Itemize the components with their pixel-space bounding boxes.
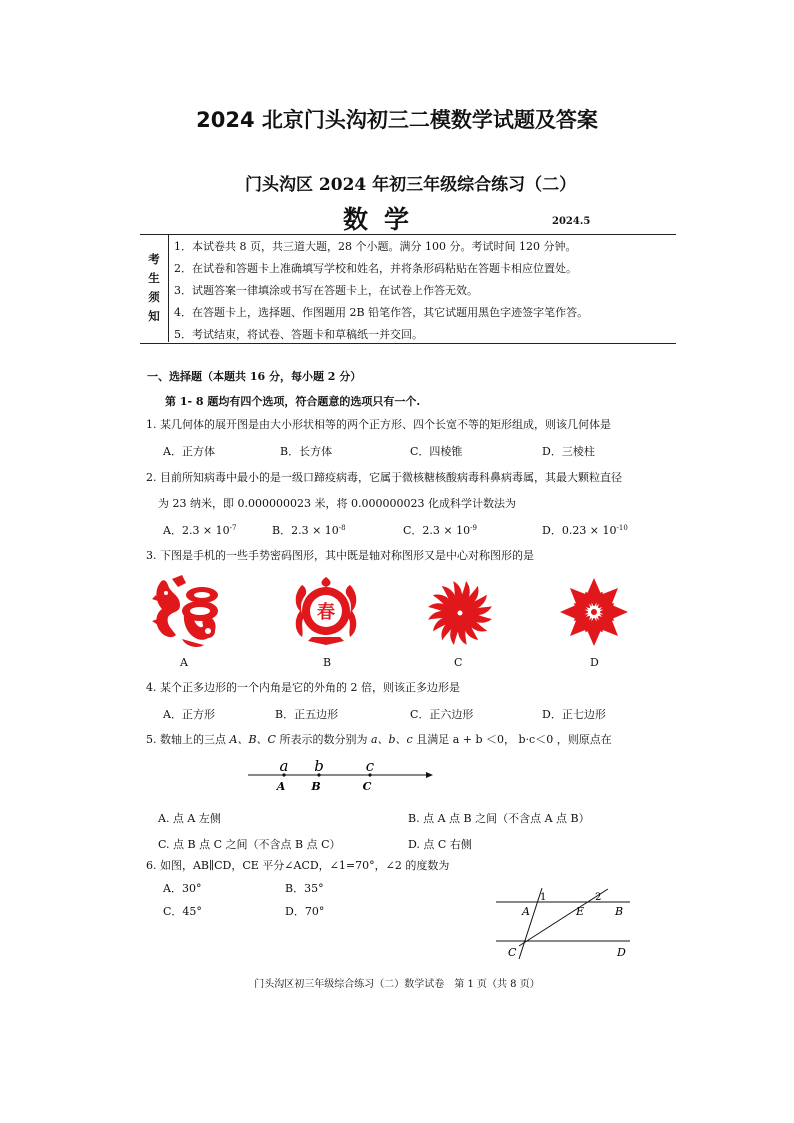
point-b-label: B [311,780,321,793]
notice-label-char: 须 [148,290,160,304]
parallel-lines-figure [490,884,640,964]
q5-option-a: A. 点 A 左侧 [158,812,221,825]
question-6-stem: 6. 如图，AB∥CD，CE 平分∠ACD，∠1=70°，∠2 的度数为 [146,859,450,872]
q3-label-b: B [323,656,332,669]
notice-label-char: 知 [148,309,160,323]
q1-option-b: B．长方体 [280,445,333,458]
line-ac [519,888,542,959]
point-e-label: E [576,905,585,918]
dragon-papercut-icon [152,573,222,651]
q4-option-c: C．正六边形 [410,708,474,721]
q3-label-c: C [454,656,463,669]
point-b-label: B [615,905,624,918]
notice-item-4: 4．在答题卡上，选择题、作图题用 2B 铅笔作答，其它试题用黑色字迹签字笔作答。 [174,306,589,319]
document-title: 2024 北京门头沟初三二模数学试题及答案 [196,108,598,132]
notice-label-char: 生 [148,271,160,285]
q1-option-d: D．三棱柱 [542,445,595,458]
question-1-stem: 1. 某几何体的展开图是由大小形状相等的两个正方形、四个长宽不等的矩形组成，则该几何体是 [146,418,611,431]
notice-label-char: 考 [148,252,160,266]
q4-option-a: A．正方形 [163,708,215,721]
q5-option-b: B. 点 A 点 B 之间（不含点 A 点 B） [408,812,590,825]
page-footer: 门头沟区初三年级综合练习（二）数学试卷 第 1 页（共 8 页） [254,979,540,990]
q6-option-c: C．45° [163,905,202,918]
value-a-label: a [279,757,289,775]
q1-option-a: A．正方体 [163,445,215,458]
swirl-flower-icon [426,579,494,647]
point-d-label: D [617,946,626,959]
question-4-stem: 4. 某个正多边形的一个内角是它的外角的 2 倍，则该正多边形是 [146,681,460,694]
question-5-stem: 5. 数轴上的三点 A、B、C 所表示的数分别为 a、b、c 且满足 a + b ＜0， b·c＜0 ，则原点在 [146,733,612,746]
angle-1-label: 1 [540,892,547,903]
notice-item-1: 1．本试卷共 8 页，共三道大题，28 个小题。满分 100 分。考试时间 120 分钟。 [174,240,577,253]
q5-option-c: C. 点 B 点 C 之间（不含点 B 点 C） [158,838,341,851]
section-instruction: 第 1- 8 题均有四个选项，符合题意的选项只有一个. [165,395,421,408]
exam-subtitle: 门头沟区 2024 年初三年级综合练习（二） [245,175,577,195]
q2-option-b: B．$2.3 \times 10^{-8}$ [272,524,346,537]
q5-option-d: D. 点 C 右侧 [408,838,472,851]
angle-2-label: 2 [595,892,602,903]
section-heading: 一、选择题（本题共 16 分，每小题 2 分） [147,370,362,383]
q4-option-d: D．正七边形 [542,708,606,721]
q6-option-b: B．35° [285,882,324,895]
q4-option-b: B．正五边形 [275,708,339,721]
q2-option-d: D．$0.23 \times 10^{-10}$ [542,524,628,537]
point-c-label: C [362,780,372,793]
q3-label-a: A [180,656,188,669]
number-line-figure [240,755,440,795]
spring-character: 春 [317,602,335,623]
notice-box [140,234,676,343]
q6-option-a: A．30° [163,882,202,895]
point-c-label: C [508,946,517,959]
subject-title: 数学 [343,205,426,234]
question-2-stem-line1: 2. 目前所知病毒中最小的是一级口蹄疫病毒，它属于微核糖核酸病毒科鼻病毒属，其最大颗粒直径 [146,471,622,484]
question-2-stem-line2: 为 23 纳米，即 0.000000023 米，将 0.000000023 化成科学计数法为 [158,497,516,510]
value-c-label: c [365,757,375,775]
exam-date: 2024.5 [552,216,591,227]
value-b-label: b [314,757,324,775]
q1-option-c: C．四棱锥 [410,445,463,458]
q6-option-d: D．70° [285,905,325,918]
notice-item-2: 2．在试卷和答题卡上准确填写学校和姓名，并将条形码粘贴在答题卡相应位置处。 [174,262,577,275]
point-a-label: A [522,905,530,918]
number-line-arrow [426,772,433,778]
notice-label [140,234,169,342]
spring-papercut-icon [290,575,362,647]
star-flower-icon [558,576,630,648]
notice-item-5: 5．考试结束，将试卷、答题卡和草稿纸一并交回。 [174,328,423,341]
notice-item-3: 3．试题答案一律填涂或书写在答题卡上，在试卷上作答无效。 [174,284,478,297]
q3-label-d: D [590,656,599,669]
q2-option-c: C．$2.3 \times 10^{-9}$ [403,524,477,537]
q2-option-a: A．$2.3 \times 10^{-7}$ [163,524,237,537]
question-3-stem: 3. 下图是手机的一些手势密码图形，其中既是轴对称图形又是中心对称图形的是 [146,549,534,562]
point-a-label: A [276,780,286,793]
